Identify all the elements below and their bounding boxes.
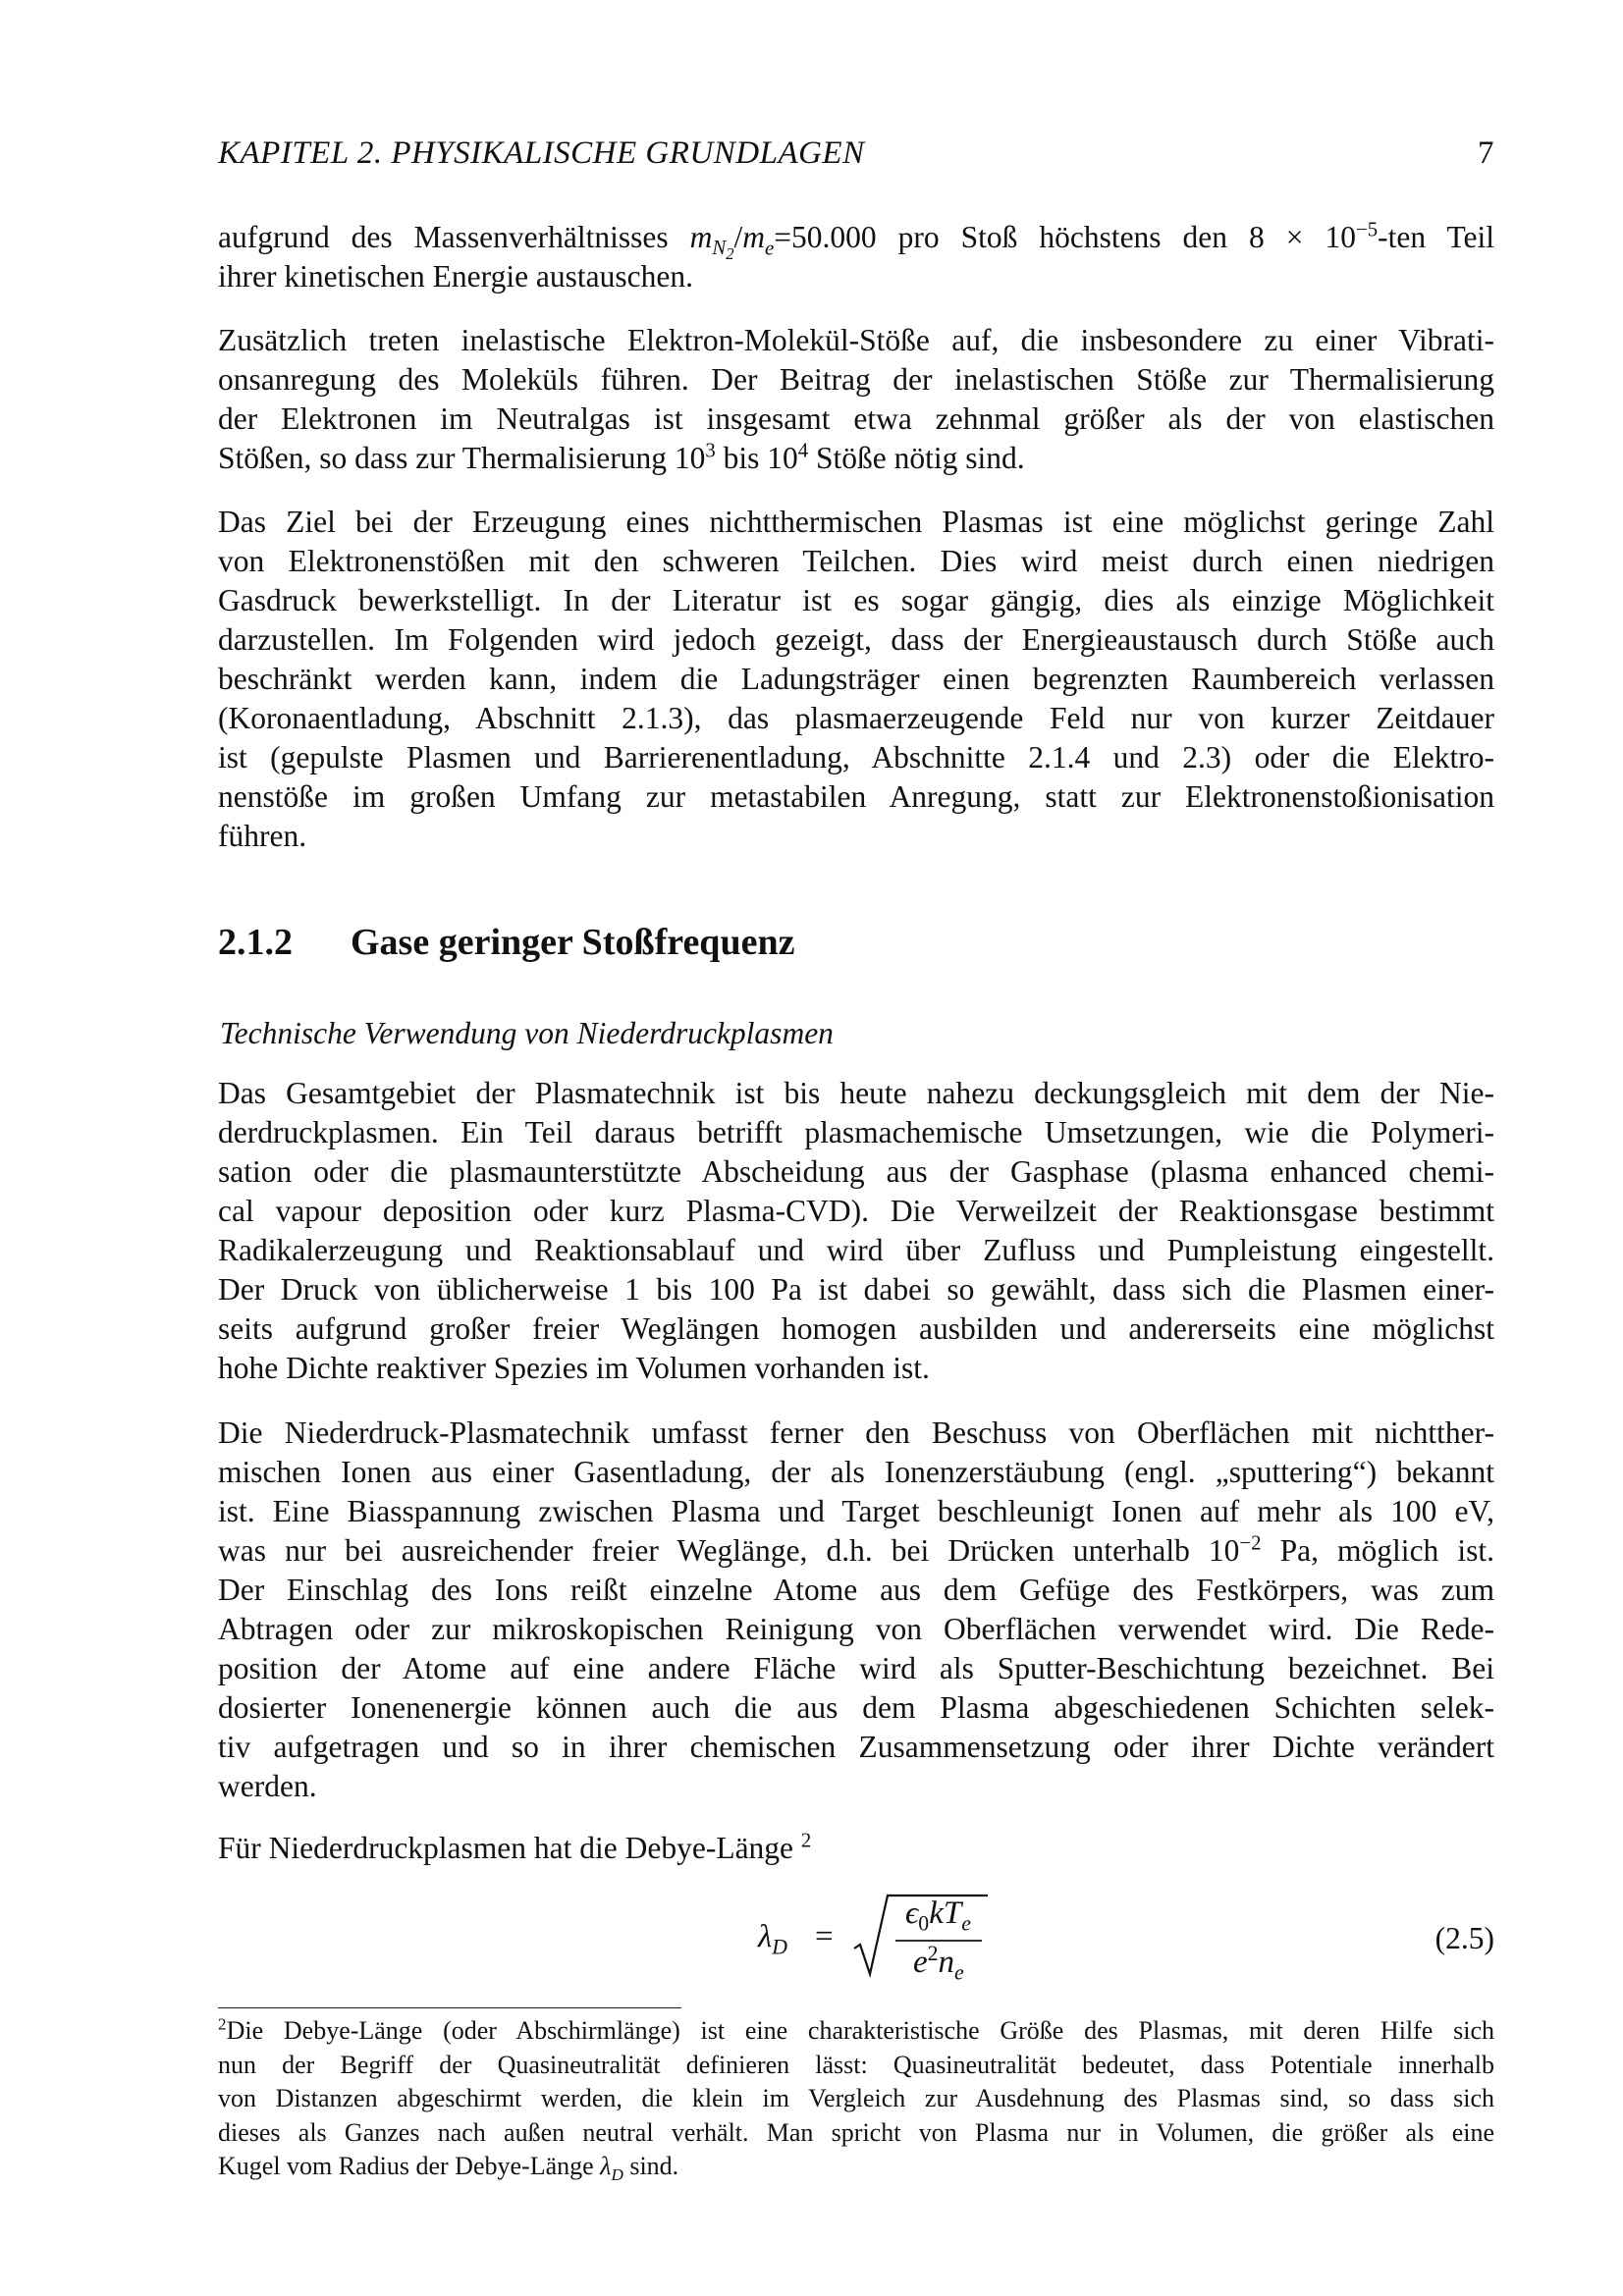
running-header <box>218 135 1494 172</box>
paragraph-line: werden. <box>218 1769 317 1803</box>
fraction-numerator: $\epsilon_0kT_e$ <box>905 1896 971 1936</box>
footnote-rule <box>218 2007 681 2008</box>
section-title: Gase geringer Stoßfrequenz <box>351 922 795 963</box>
paragraph-line: der Elektronen im Neutralgas ist insgesamt etwa zehnmal größer als der von elastischen <box>218 401 1494 436</box>
paragraph-line: derdruckplasmen. Ein Teil daraus betrifft plasmachemische Umsetzungen, wie die Polymeri- <box>218 1115 1494 1149</box>
paragraph-line: Das Ziel bei der Erzeugung eines nichtthermischen Plasmas ist eine möglichst geringe Zahl <box>218 505 1494 539</box>
equation-number: (2.5) <box>1434 1921 1494 1955</box>
paragraph-line: beschränkt werden kann, indem die Ladungsträger einen begrenzten Raumbereich verlassen <box>218 662 1494 696</box>
equation-2-5: $\lambda_D$ = $\epsilon_0kT_e$ $e^2n_e$ (2.5) <box>218 1890 1494 1988</box>
page-number: 7 <box>1478 135 1494 171</box>
footnote-line: Kugel vom Radius der Debye-Länge $\lambda_D$ sind. <box>218 2152 679 2185</box>
paragraph-line: onsanregung des Moleküls führen. Der Beitrag der inelastischen Stöße zur Thermalisierung <box>218 362 1494 397</box>
paragraph-line: Der Einschlag des Ions reißt einzelne Atome aus dem Gefüge des Festkörpers, was zum <box>218 1573 1494 1607</box>
section-heading <box>218 921 794 964</box>
paragraph-2 <box>218 321 1494 478</box>
paragraph-5 <box>218 1414 1494 1806</box>
paragraph-4 <box>218 1074 1494 1388</box>
paragraph-line: hohe Dichte reaktiver Spezies im Volumen vorhanden ist. <box>218 1351 930 1385</box>
footnote-line: von Distanzen abgeschirmt werden, die klein im Vergleich zur Ausdehnung des Plasmas sind, so dass sich <box>218 2084 1494 2112</box>
paragraph-line: führen. <box>218 819 307 853</box>
footnote-line: $^2$Die Debye-Länge (oder Abschirmlänge) ist eine charakteristische Größe des Plasmas, mit deren Hilfe sich <box>218 2014 1494 2045</box>
paragraph-6 <box>218 1829 1494 1868</box>
paragraph-line: mischen Ionen aus einer Gasentladung, der als Ionenzerstäubung (engl. „sputtering“) bekannt <box>218 1455 1494 1489</box>
paragraph-line: position der Atome auf eine andere Fläche wird als Sputter-Beschichtung bezeichnet. Bei <box>218 1651 1494 1685</box>
running-title: KAPITEL 2. PHYSIKALISCHE GRUNDLAGEN <box>218 135 865 171</box>
paragraph-line: Die Niederdruck-Plasmatechnik umfasst ferner den Beschuss von Oberflächen mit nichtther- <box>218 1415 1494 1450</box>
paragraph-line: seits aufgrund großer freier Weglängen homogen ausbilden und andererseits eine möglichst <box>218 1311 1494 1346</box>
footnote-line: dieses als Ganzes nach außen neutral verhält. Man spricht von Plasma nur in Volumen, die größer als eine <box>218 2117 1494 2147</box>
paragraph-line: Radikalerzeugung und Reaktionsablauf und wird über Zufluss und Pumpleistung eingestellt. <box>218 1233 1494 1267</box>
paragraph-line: (Koronaentladung, Abschnitt 2.1.3), das plasmaerzeugende Feld nur von kurzer Zeitdauer <box>218 701 1494 735</box>
paragraph-line: Für Niederdruckplasmen hat die Debye-Länge $^2$ <box>218 1829 812 1865</box>
paragraph-line: Der Druck von üblicherweise 1 bis 100 Pa ist dabei so gewählt, dass sich die Plasmen einer- <box>218 1272 1494 1307</box>
paragraph-line: ihrer kinetischen Energie austauschen. <box>218 259 693 294</box>
paragraph-line: cal vapour deposition oder kurz Plasma-CVD). Die Verweilzeit der Reaktionsgase bestimmt <box>218 1194 1494 1228</box>
paragraph-line: nenstöße im großen Umfang zur metastabilen Anregung, statt zur Elektronenstoßionisation <box>218 779 1494 814</box>
paragraph-line: sation oder die plasmaunterstützte Abscheidung aus der Gasphase (plasma enhanced chemi- <box>218 1154 1494 1189</box>
paragraph-line: Stößen, so dass zur Thermalisierung $10^3$ bis $10^4$ Stöße nötig sind. <box>218 439 1025 475</box>
footnote <box>218 2014 1494 2184</box>
fraction-denominator: $e^2n_e$ <box>913 1942 964 1985</box>
paragraph-1 <box>218 218 1494 296</box>
paragraph-line: Gasdruck bewerkstelligt. In der Literatur ist es sogar gängig, dies als einzige Möglichkeit <box>218 583 1494 617</box>
footnote-line: nun der Begriff der Quasineutralität definieren lässt: Quasineutralität bedeutet, dass Potentiale innerhalb <box>218 2050 1494 2079</box>
paragraph-line: dosierter Ionenenergie können auch die aus dem Plasma abgeschiedenen Schichten selek- <box>218 1690 1494 1725</box>
paragraph-line: ist (gepulste Plasmen und Barrierenentladung, Abschnitte 2.1.4 und 2.3) oder die Elektro- <box>218 740 1494 774</box>
paragraph-line: tiv aufgetragen und so in ihrer chemischen Zusammensetzung oder ihrer Dichte verändert <box>218 1730 1494 1764</box>
paragraph-line: aufgrund des Massenverhältnisses $m_{N_2}/m_e=50.000$ pro Stoß höchstens den $8 \times 10^{-5}$-ten Teil <box>218 218 1494 264</box>
paragraph-line: darzustellen. Im Folgenden wird jedoch gezeigt, dass der Energieaustausch durch Stöße auch <box>218 622 1494 657</box>
paragraph-line: was nur bei ausreichender freier Weglänge, d.h. bei Drücken unterhalb $10^{-2}$ Pa, möglich ist. <box>218 1531 1495 1568</box>
paragraph-line: von Elektronenstößen mit den schweren Teilchen. Dies wird meist durch einen niedrigen <box>218 544 1494 578</box>
subheading: Technische Verwendung von Niederdruckplasmen <box>220 1016 834 1050</box>
paragraph-line: Abtragen oder zur mikroskopischen Reinigung von Oberflächen verwendet wird. Die Rede- <box>218 1612 1494 1646</box>
footnote-mark: 2 <box>218 2014 227 2034</box>
paragraph-line: ist. Eine Biasspannung zwischen Plasma und Target beschleunigt Ionen auf mehr als 100 eV, <box>218 1494 1494 1528</box>
paragraph-line: Zusätzlich treten inelastische Elektron-Molekül-Stöße auf, die insbesondere zu einer Vibrati- <box>218 323 1494 357</box>
paragraph-3 <box>218 503 1494 856</box>
section-number: 2.1.2 <box>218 922 293 963</box>
footnote-reference[interactable]: 2 <box>800 1829 812 1852</box>
paragraph-line: Das Gesamtgebiet der Plasmatechnik ist bis heute nahezu deckungsgleich mit dem der Nie- <box>218 1076 1494 1110</box>
